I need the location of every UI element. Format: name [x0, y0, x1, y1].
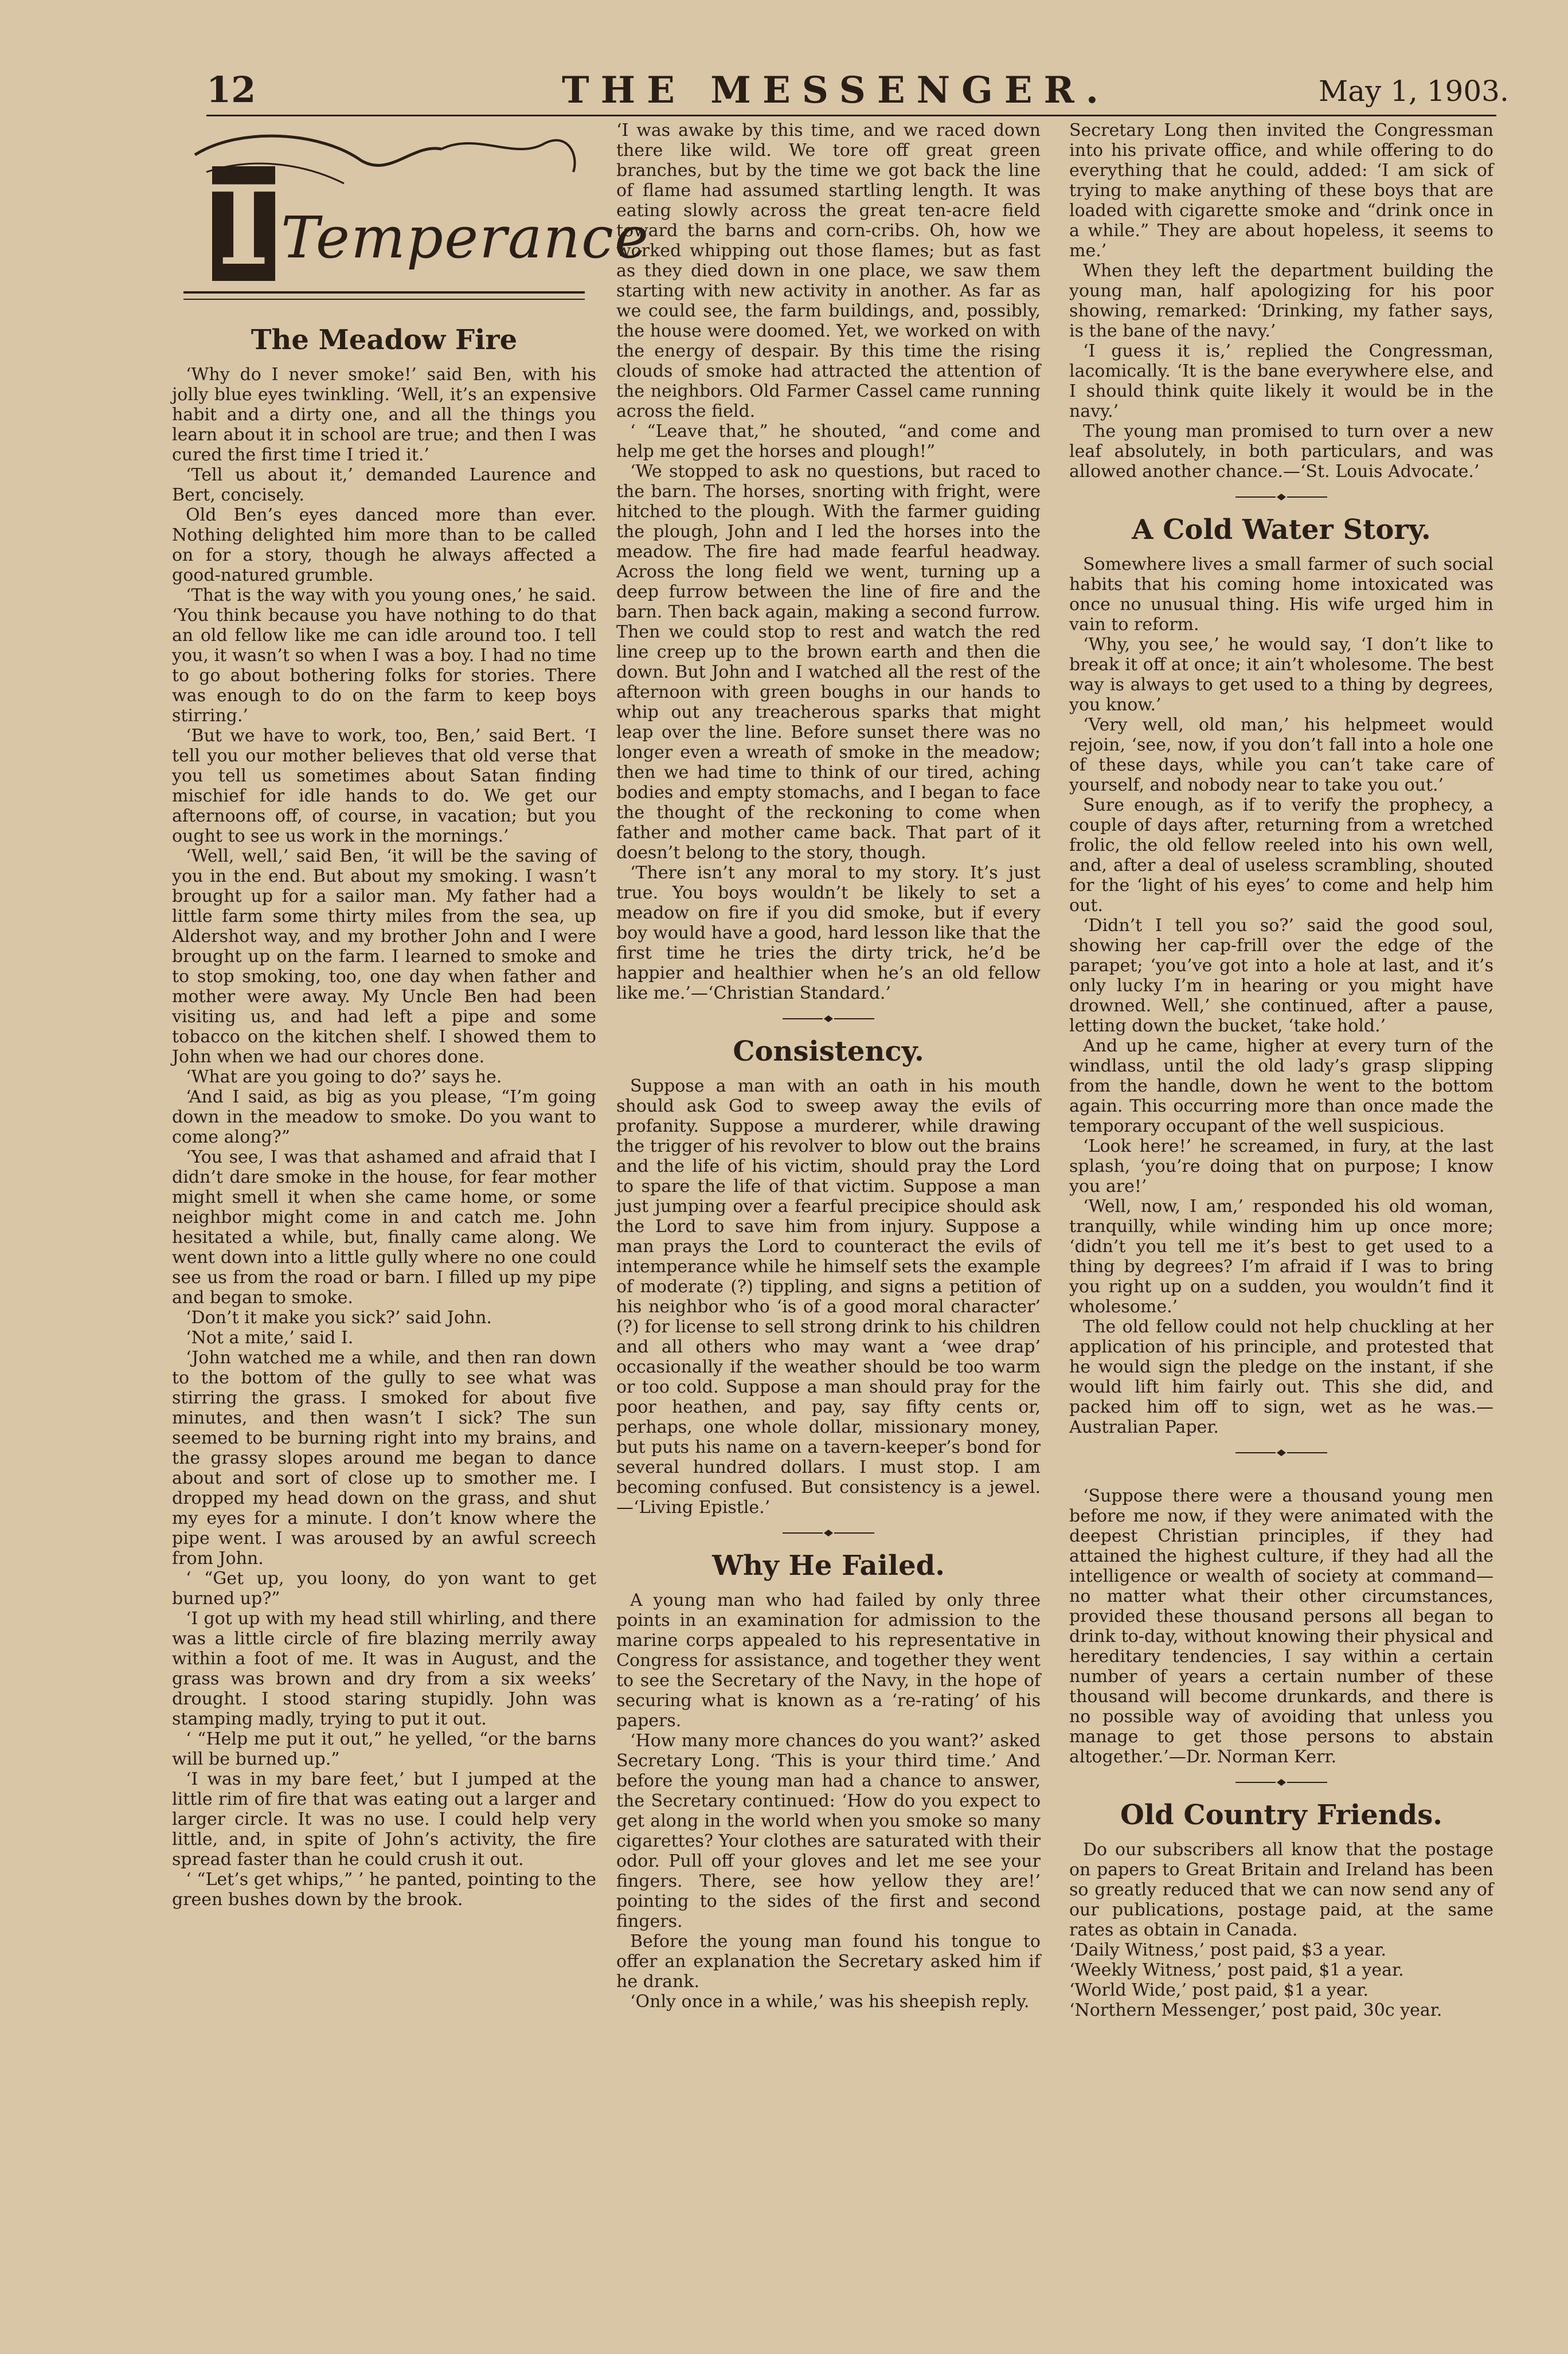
temperance-banner: [172, 120, 650, 315]
paragraph: ‘Not a mite,’ said I.: [186, 1328, 354, 1348]
divider-ornament: [1235, 1778, 1327, 1787]
section-divider: [616, 1008, 1041, 1028]
price-list-item: ‘Daily Witness,’ post paid, $3 a year.: [1069, 1940, 1387, 1960]
article-title-meadow-fire: The Meadow Fire: [251, 324, 518, 356]
price-list-item: ‘Weekly Witness,’ post paid, $1 a year.: [1069, 1960, 1404, 1980]
column-1: [172, 120, 650, 1910]
paragraph: And up he came, higher at every turn of the windlass, until the old lady’s grasp slipping from the handle, down he went to the bottom again. This occurring more than once made the temporary occupant of the well suspicious.: [1069, 1036, 1493, 1136]
paragraph: Somewhere lives a small farmer of such social habits that his coming home intoxicated was once no unusual thing. His wife urged him in vain to reform.: [1069, 554, 1493, 635]
paragraph: ‘And I said, as big as you please, “I’m going down in the meadow to smoke. Do you want to come along?”: [172, 1087, 596, 1147]
paragraph: Suppose a man with an oath in his mouth should ask God to sweep away the evils of profanity. Suppose a murderer, while drawing the trigger of his revolver to blow out the brains and the life of his victim, should pray the Lord to spare the life of that victim. Suppose a man just jumping over a fearful precipice should ask the Lord to save him from injury. Suppose a man prays the Lord to counteract the evils of intemperance while he himself sets the example of moderate (?) tippling, and signs a petition of his neighbor who ‘is of a good moral character’ (?) for license to sell strong drink to his children and all others who may want a ‘wee drap’ occasionally if the weather should be too warm or too cold. Suppose a man should pray for the poor heathen, and pay, say fifty cents or, perhaps, one whole dollar, missionary money, but puts his name on a tavern-keeper’s bond for several hundred dollars. I must stop. I am becoming confused. But consistency is a jewel.—‘Living Epistle.’: [616, 1076, 1041, 1518]
paragraph: ‘But we have to work, too, Ben,’ said Bert. ‘I tell you our mother believes that old verse that you tell us sometimes about Satan finding mischief for idle hands to do. We get our afternoons off, of course, in vacation; but you ought to see us work in the mornings.’: [172, 726, 596, 846]
paragraph: ‘Suppose there were a thousand young men before me now, if they were animated with the deepest Christian principles, if they had attained the highest culture, if they had all the intelligence or wealth of society at command—no matter what their other circumstances, provided these thousand persons all began to drink to-day, without knowing their physical and hereditary tendencies, I say within a certain number of years a certain number of these thousand will become drunkards, and there is no possible way of avoiding that unless you manage to get those persons to abstain altogether.’—Dr. Norman Kerr.: [1069, 1486, 1493, 1767]
divider-ornament: [1235, 1448, 1327, 1457]
paragraph: ‘Only once in a while,’ was his sheepish reply.: [630, 1992, 1030, 2012]
paragraph: Before the young man found his tongue to offer an explanation the Secretary asked him if he drank.: [616, 1931, 1041, 1992]
paragraph: ‘ “Get up, you loony, do yon want to get burned up?”: [172, 1569, 596, 1609]
paragraph: ‘What are you going to do?’ says he.: [186, 1067, 502, 1087]
price-list-item: ‘Northern Messenger,’ post paid, 30c year.: [1069, 2000, 1442, 2020]
paragraph: ‘Tell us about it,’ demanded Laurence and Bert, concisely.: [172, 465, 596, 505]
divider-ornament: [783, 1014, 874, 1023]
paragraph: ‘That is the way with you young ones,’ he said. ‘You think because you have nothing to do that an old fellow like me can idle around too. I tell you, it wasn’t so when I was a boy. I had no time to go about bothering folks for stories. There was enough to do on the farm to keep boys stirring.’: [172, 585, 596, 726]
paragraph: The young man promised to turn over a new leaf absolutely, in both particulars, and was allowed another chance.—‘St. Louis Advocate.’: [1069, 421, 1493, 482]
divider-ornament: [783, 1528, 874, 1538]
article-title-consistency: Consistency.: [733, 1035, 924, 1067]
paragraph: ‘You see, I was that ashamed and afraid that I didn’t dare smoke in the house, for fear mother might smell it when she came home, or some neighbor might come in and catch me. John hesitated a while, but, finally came along. We went down into a little gully where no one could see us from the road or barn. I filled up my pipe and began to smoke.: [172, 1147, 596, 1308]
page-header: [0, 0, 1568, 126]
temperance-banner-title: Temperance: [281, 204, 650, 271]
column-3: [1069, 120, 1493, 2020]
paragraph: ‘ “Help me put it out,” he yelled, “or the barns will be burned up.”: [172, 1729, 596, 1769]
paragraph: ‘Well, well,’ said Ben, ‘it will be the saving of you in the end. But about my smoking. I wasn’t brought up for a sailor man. My father had a little farm some thirty miles from the sea, up Aldershot way, and my brother John and I were brought up on the farm. I learned to smoke and to stop smoking, too, one day when father and mother were away. My Uncle Ben had been visiting us, and had left a pipe and some tobacco on the kitchen shelf. I showed them to John when we had our chores done.: [172, 846, 596, 1067]
section-divider: [1069, 486, 1493, 506]
paragraph: ‘Look here!’ he screamed, in fury, at the last splash, ‘you’re doing that on purpose; I know you are!’: [1069, 1136, 1493, 1196]
paragraph: ‘I was in my bare feet,’ but I jumped at the little rim of fire that was eating out a larger and larger circle. It was no use. I could help very little, and, in spite of John’s activity, the fire spread faster than he could crush it out.: [172, 1769, 596, 1870]
paragraph: ‘How many more chances do you want?’ asked Secretary Long. ‘This is your third time.’ And before the young man had a chance to answer, the Secretary continued: ‘How do you expect to get along in the world when you smoke so many cigarettes? Your clothes are saturated with their odor. Pull off your gloves and let me see your fingers. There, see how yellow they are!’ pointing to the sides of the first and second fingers.: [616, 1731, 1041, 1931]
svg-text:T: T: [203, 162, 284, 290]
paragraph: ‘Very well, old man,’ his helpmeet would rejoin, ‘see, now, if you don’t fall into a hole one of these days, while you can’t take care of yourself, and nobody near to take you out.’: [1069, 715, 1493, 795]
paragraph: ‘I guess it is,’ replied the Congressman, lacomically. ‘It is the bane everywhere else, and I should think quite likely it would be in the navy.’: [1069, 341, 1493, 421]
column-2: [616, 120, 1041, 2012]
paragraph: ‘ “Leave that,” he shouted, “and come and help me get the horses and plough!”: [616, 421, 1041, 462]
issue-date: May 1, 1903.: [1319, 75, 1509, 108]
section-divider: [1069, 1772, 1493, 1792]
header-rule: [206, 115, 1496, 116]
spacer: [1069, 1465, 1493, 1486]
paragraph: ‘We stopped to ask no questions, but raced to the barn. The horses, snorting with fright, were hitched to the plough. With the farmer guiding the plough, John and I led the horses into the meadow. The fire had made fearful headway. Across the long field we went, turning up a deep furrow between the line of fire and the barn. Then back again, making a second furrow. Then we could stop to rest and watch the red line creep up to the brown earth and then die down. But John and I watched all the rest of the afternoon with green boughs in our hands to whip out any treacherous sparks that might leap over the line. Before sunset there was no longer even a wreath of smoke in the meadow; then we had time to think of our tired, aching bodies and empty stomachs, and I began to face the thought of the reckoning to come when father and mother came back. That part of it doesn’t belong to the story, though.: [616, 462, 1041, 863]
paragraph: Do our subscribers all know that the postage on papers to Great Britain and Ireland has been so greatly reduced that we can now send any of our publications, postage paid, at the same rates as obtain in Canada.: [1069, 1840, 1493, 1940]
price-list-item: ‘World Wide,’ post paid, $1 a year.: [1069, 1980, 1369, 2000]
article-title-old-country-friends: Old Country Friends.: [1120, 1799, 1442, 1831]
paragraph: ‘Didn’t I tell you so?’ said the good soul, showing her cap-frill over the edge of the parapet; ‘you’ve got into a hole at last, and it’s only lucky I’m in hearing or you might have drowned. Well,’ she continued, after a pause, letting down the bucket, ‘take hold.’: [1069, 916, 1493, 1036]
paragraph: Old Ben’s eyes danced more than ever. Nothing delighted him more than to be called on for a story, though he always affected a good-natured grumble.: [172, 505, 596, 585]
paragraph: ‘There isn’t any moral to my story. It’s just true. You boys wouldn’t be likely to set a meadow on fire if you did smoke, but if every boy would have a good, hard lesson like that the first time he tries the dirty trick, he’d be happier and healthier when he’s an old fellow like me.’—‘Christian Standard.’: [616, 863, 1041, 1003]
article-title-cold-water-story: A Cold Water Story.: [1132, 514, 1431, 546]
paragraph: ‘Well, now, I am,’ responded his old woman, tranquilly, while winding him up once more; ‘didn’t you tell me it’s best to get used to a thing by degrees? I’m afraid if I was to bring you right up on a sudden, you wouldn’t find it wholesome.’: [1069, 1196, 1493, 1317]
article-title-why-he-failed: Why He Failed.: [712, 1550, 945, 1582]
paragraph: ‘John watched me a while, and then ran down to the bottom of the gully to see what was stirring the grass. I smoked for about five minutes, and then wasn’t I sick? The sun seemed to be burning right into my brains, and the grassy slopes around me began to dance about and sort of close up to smother me. I dropped my head down on the grass, and shut my eyes for a minute. I don’t know where the pipe went. I was aroused by an awful screech from John.: [172, 1348, 596, 1569]
paragraph: ‘Why do I never smoke!’ said Ben, with his jolly blue eyes twinkling. ‘Well, it’s an expensive habit and a dirty one, and all the things you learn about it in school are true; and then I was cured the first time I tried it.’: [172, 365, 596, 465]
paragraph: ‘I was awake by this time, and we raced down there like wild. We tore off great green branches, but by the time we got back the line of flame had assumed startling length. It was eating slowly across the great ten-acre field toward the barns and corn-cribs. Oh, how we worked whipping out those flames; but as fast as they died down in one place, we saw them starting with new activity in another. As far as we could see, the farm buildings, and, possibly, the house were doomed. Yet, we worked on with the energy of despair. By this time the rising clouds of smoke had attracted the attention of the neighbors. Old Farmer Cassel came running across the field.: [616, 120, 1041, 421]
page-number: 12: [206, 69, 256, 111]
paragraph: ‘ “Let’s get whips,” ’ he panted, pointing to the green bushes down by the brook.: [172, 1870, 596, 1910]
paragraph: Secretary Long then invited the Congressman into his private office, and while offering to do everything that he could, added: ‘I am sick of trying to make anything of these boys that are loaded with cigarette smoke and “drink once in a while.” They are about hopeless, it seems to me.’: [1069, 120, 1493, 261]
paragraph: When they left the department building the young man, half apologizing for his poor showing, remarked: ‘Drinking, my father says, is the bane of the navy.’: [1069, 261, 1493, 341]
paragraph: ‘I got up with my head still whirling, and there was a little circle of fire blazing merrily away within a foot of me. It was in August, and the grass was brown and dry from a six weeks’ drought. I stood staring stupidly. John was stamping madly, trying to put it out.: [172, 1609, 596, 1729]
paragraph: The old fellow could not help chuckling at her application of his principle, and protested that he would sign the pledge on the instant, if she would lift him fairly out. This she did, and packed him off to sign, wet as he was.—Australian Paper.: [1069, 1317, 1493, 1437]
divider-ornament: [1235, 492, 1327, 502]
paragraph: ‘Don’t it make you sick?’ said John.: [186, 1308, 492, 1328]
paragraph: A young man who had failed by only three points in an examination for admission to the marine corps appealed to his representative in Congress for assistance, and together they went to see the Secretary of the Navy, in the hope of securing what is known as a ‘re-rating’ of his papers.: [616, 1590, 1041, 1731]
section-divider: [616, 1522, 1041, 1542]
section-divider: [1069, 1442, 1493, 1462]
paragraph: ‘Why, you see,’ he would say, ‘I don’t like to break it off at once; it ain’t wholesome. The best way is always to get used to a thing by degrees, you know.’: [1069, 635, 1493, 715]
paragraph: Sure enough, as if to verify the prophecy, a couple of days after, returning from a wretched frolic, the old fellow reeled into his own well, and, after a deal of useless scrambling, shouted for the ‘light of his eyes’ to come and help him out.: [1069, 795, 1493, 916]
masthead: THE MESSENGER.: [562, 69, 1110, 112]
